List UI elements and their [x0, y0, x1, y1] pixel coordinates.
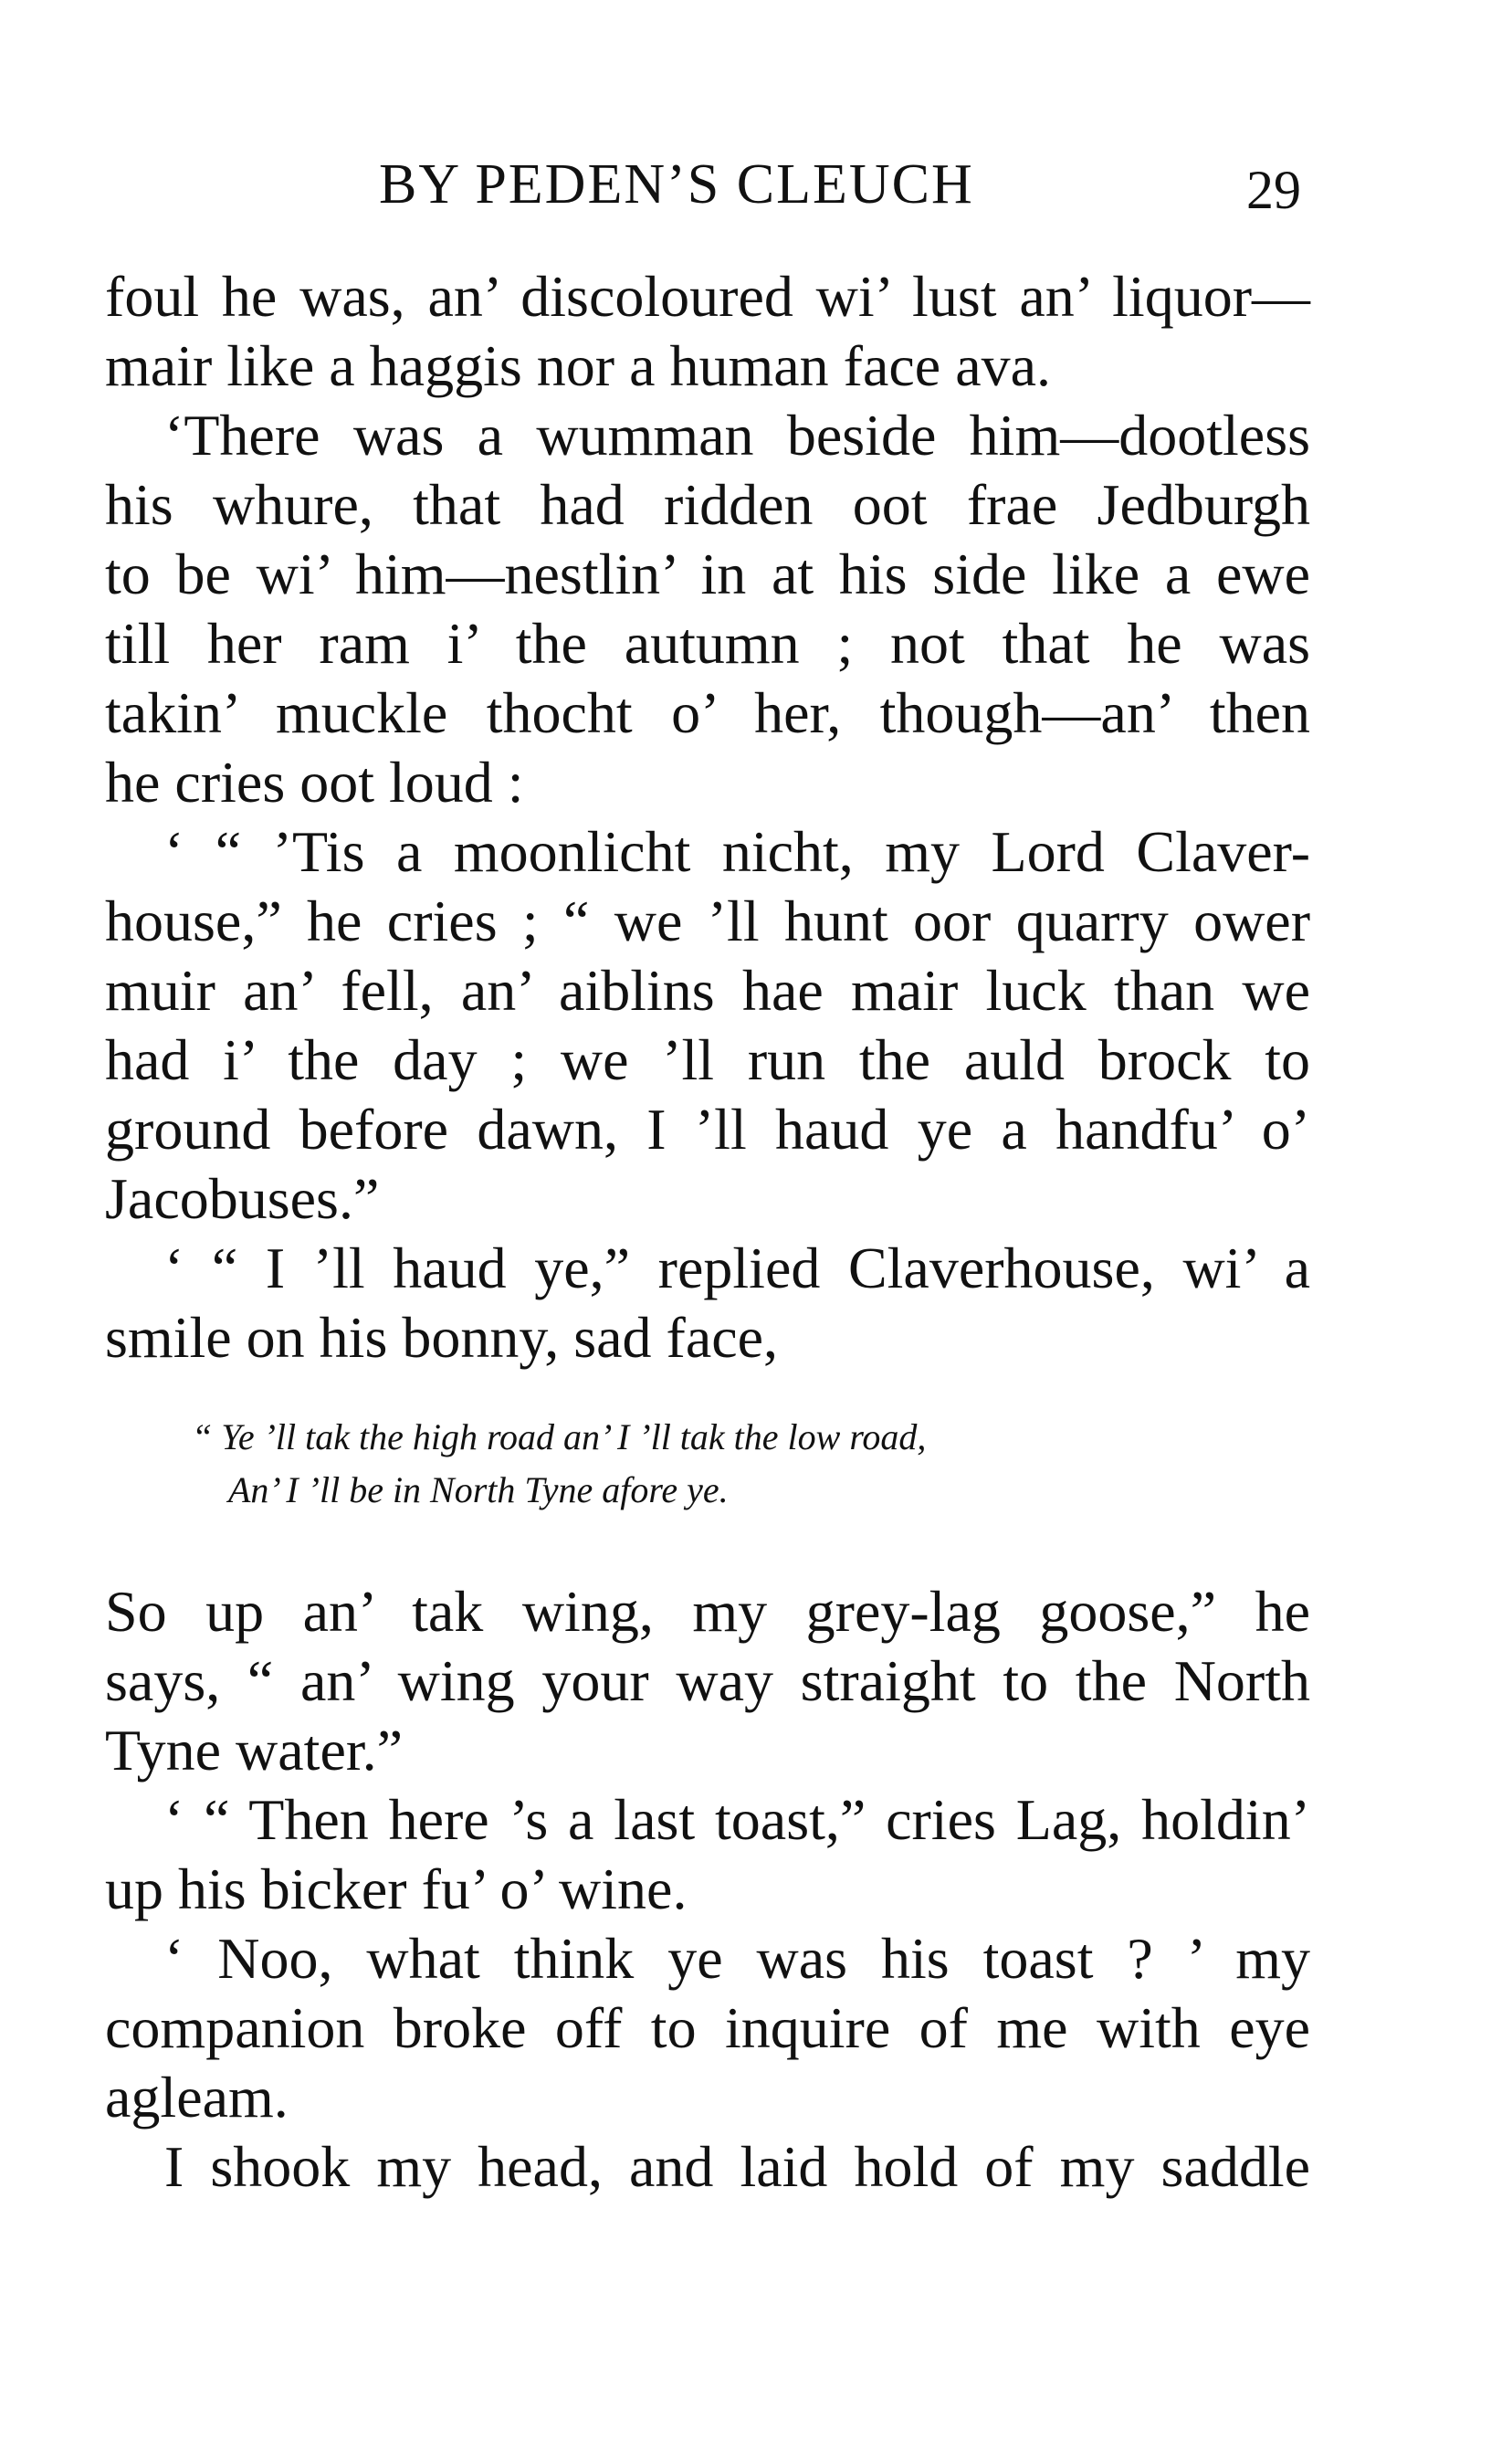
verse-line: “ Ye ’ll tak the high road an’ I ’ll tak the low road,: [192, 1416, 927, 1457]
text-line: ‘ “ I ’ll haud ye,” replied Claverhouse, wi’ a: [164, 1236, 1310, 1300]
page-number: 29: [1246, 160, 1301, 220]
text-line: Jacobuses.”: [105, 1166, 380, 1231]
text-line: agleam.: [105, 2065, 289, 2130]
text-line: till her ram i’ the autumn ; not that he was: [105, 611, 1310, 676]
text-line: foul he was, an’ discoloured wi’ lust an’ liquor—: [105, 264, 1310, 329]
verse-line: An’ I ’ll be in North Tyne afore ye.: [228, 1469, 729, 1510]
text-line: to be wi’ him—nestlin’ in at his side like a ewe: [105, 542, 1310, 606]
verse-quotation: [192, 1411, 1196, 1517]
paragraph-4: [105, 1234, 1310, 1372]
text-line: house,” he cries ; “ we ’ll hunt oor quarry ower: [105, 889, 1310, 953]
text-line: ‘There was a wumman beside him—dootless: [164, 403, 1310, 468]
text-line: ‘ Noo, what think ye was his toast ? ’ my: [164, 1926, 1310, 1991]
text-line: had i’ the day ; we ’ll run the auld brock to: [105, 1027, 1310, 1092]
paragraph-8: [105, 2132, 1310, 2202]
text-line: muir an’ fell, an’ aiblins hae mair luck than we: [105, 958, 1310, 1023]
text-line: he cries oot loud :: [105, 750, 524, 815]
text-line: ground before dawn, I ’ll haud ye a handfu’ o’: [105, 1097, 1310, 1162]
paragraph-5: [105, 1577, 1310, 1785]
paragraph-3: [105, 817, 1310, 1234]
text-line: So up an’ tak wing, my grey-lag goose,” he: [105, 1579, 1310, 1644]
text-line: ‘ “ ’Tis a moonlicht nicht, my Lord Claver-: [164, 819, 1310, 884]
text-line: takin’ muckle thocht o’ her, though—an’ then: [105, 680, 1310, 745]
text-line: I shook my head, and laid hold of my saddle: [164, 2134, 1310, 2199]
paragraph-7: [105, 1924, 1310, 2132]
text-line: smile on his bonny, sad face,: [105, 1305, 779, 1370]
text-line: his whure, that had ridden oot frae Jedburgh: [105, 472, 1310, 537]
running-title: BY PEDEN’S CLEUCH: [379, 153, 974, 216]
text-line: Tyne water.”: [105, 1718, 404, 1783]
text-line: companion broke off to inquire of me with eye: [105, 1995, 1310, 2060]
text-line: up his bicker fu’ o’ wine.: [105, 1856, 688, 1921]
paragraph-2: [105, 401, 1310, 817]
paragraph-1: [105, 262, 1310, 401]
paragraph-6: [105, 1785, 1310, 1924]
text-line: ‘ “ Then here ’s a last toast,” cries Lag, holdin’: [164, 1787, 1310, 1852]
text-line: mair like a haggis nor a human face ava.: [105, 333, 1051, 398]
text-line: says, “ an’ wing your way straight to the North: [105, 1648, 1310, 1713]
